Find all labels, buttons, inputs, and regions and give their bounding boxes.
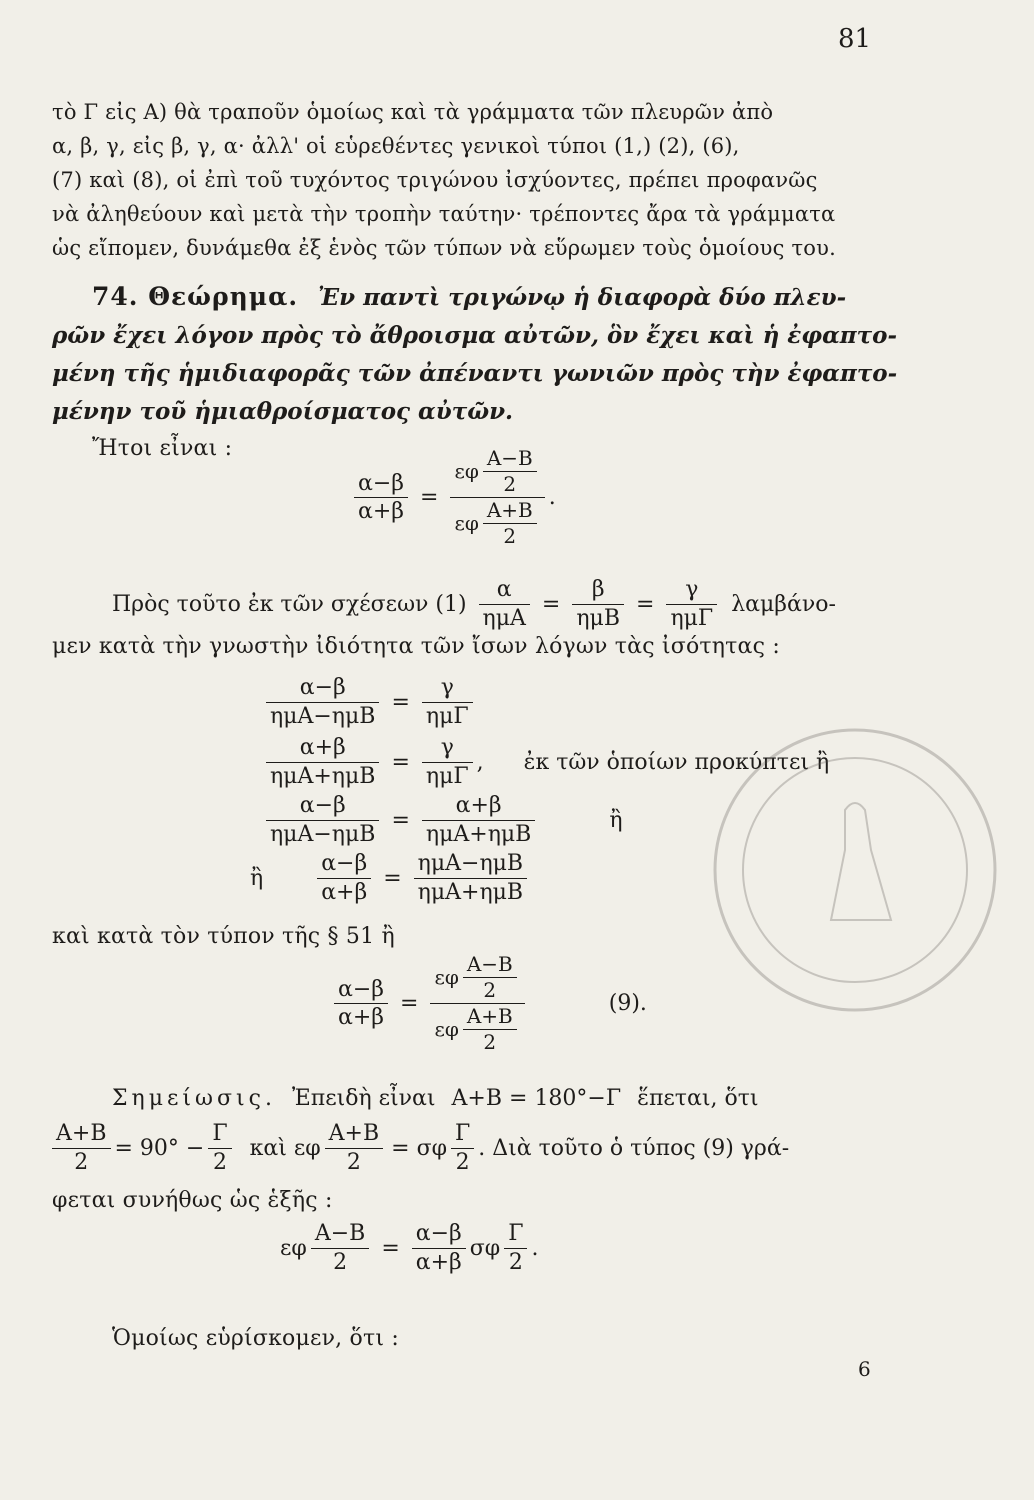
- pros-touto-line-2: μεν κατὰ τὴν γνωστὴν ἰδιότητα τῶν ἴσων λόγων τὰς ἰσότητας :: [52, 634, 780, 659]
- intro-line-3: (7) καὶ (8), οἱ ἐπὶ τοῦ τυχόντος τριγώνου ἰσχύοντες, πρέπει προφανῶς: [52, 168, 818, 192]
- equation-c: $\frac{\alpha-\beta}{\text{ημΑ−ημΒ}}$ = $\frac{\alpha+\beta}{\text{ημΑ+ημΒ}}$ ἢ: [262, 792, 623, 848]
- intro-line-4: νὰ ἀληθεύουν καὶ μετὰ τὴν τροπὴν ταύτην· τρέποντες ἄρα τὰ γράμματα: [52, 202, 836, 226]
- theorem-line-4: μένην τοῦ ἡμιαθροίσματος αὐτῶν.: [52, 398, 514, 425]
- library-stamp-icon: [705, 720, 1005, 1020]
- theorem-line-2: ρῶν ἔχει λόγον πρὸς τὸ ἄθροισμα αὐτῶν, ὃν ἔχει καὶ ἡ ἐφαπτο-: [52, 322, 897, 349]
- equation-b: $\frac{\alpha+\beta}{\text{ημΑ+ημΒ}}$ = $\frac{\gamma}{\text{ημΓ}}$ , ἐκ τῶν ὁποίων προκύπτει ἢ: [262, 734, 829, 790]
- intro-line-5: ὡς εἴπομεν, δυνάμεθα ἐξ ἑνὸς τῶν τύπων νὰ εὕρωμεν τοὺς ὁμοίους του.: [52, 236, 836, 260]
- fraction-lhs: $\frac{\alpha-\beta}{\alpha+\beta}$: [354, 470, 408, 526]
- theorem-label: 74. Θεώρημα.: [92, 282, 299, 311]
- note-line-1: Σημείωσις. Ἐπειδὴ εἶναι Α+Β = 180°−Γ ἕπεται, ὅτι: [112, 1086, 759, 1111]
- note-line-3: φεται συνήθως ὡς ἑξῆς :: [52, 1188, 333, 1213]
- htoi-text: Ἤτοι εἶναι :: [92, 436, 233, 461]
- omoiws-text: Ὁμοίως εὑρίσκομεν, ὅτι :: [112, 1326, 399, 1351]
- page-number: 81: [838, 24, 872, 54]
- equation-9: $\frac{\alpha-\beta}{\alpha+\beta}$ = εφ $\frac{A-B}{2}$ εφ $\frac{A+B}{2}$ (9).: [330, 952, 647, 1055]
- theorem-line-1: Ἐν παντὶ τριγώνῳ ἡ διαφορὰ δύο πλευ-: [318, 284, 847, 311]
- equation-main: $\frac{\alpha-\beta}{\alpha+\beta}$ = εφ $\frac{A-B}{2}$ εφ $\frac{A+B}{2}$ .: [350, 446, 556, 549]
- intro-line-2: α, β, γ, εἰς β, γ, α· ἀλλ' οἱ εὑρεθέντες γενικοὶ τύποι (1,) (2), (6),: [52, 134, 740, 158]
- intro-line-1: τὸ Γ εἰς Α) θὰ τραποῦν ὁμοίως καὶ τὰ γράμματα τῶν πλευρῶν ἀπὸ: [52, 100, 774, 124]
- equation-d: ἢ $\frac{\alpha-\beta}{\alpha+\beta}$ = $\frac{\text{ημΑ−ημΒ}}{\text{ημΑ+ημΒ}}$: [250, 850, 531, 906]
- note-line-2: $\frac{A+B}{2}$ = 90° − $\frac{\Gamma}{2}$ καὶ εφ $\frac{A+B}{2}$ = σφ $\frac{\Gamma}{2}$ . Διὰ τοῦτο ὁ τύπος (9) γρά-: [48, 1120, 789, 1176]
- pros-touto-line: Πρὸς τοῦτο ἐκ τῶν σχέσεων (1) $\frac{\alpha}{\text{ημΑ}}$ = $\frac{\beta}{\text{ημΒ}}$ = $\frac{\gamma}{\text{ημΓ}}$ λαμβάνο-: [112, 577, 836, 631]
- equation-final: εφ $\frac{A-B}{2}$ = $\frac{\alpha-\beta}{\alpha+\beta}$ σφ $\frac{\Gamma}{2}$ .: [280, 1221, 539, 1275]
- footer-page-number: 6: [858, 1357, 871, 1381]
- equation-a: $\frac{\alpha-\beta}{\text{ημΑ−ημΒ}}$ = $\frac{\gamma}{\text{ημΓ}}$: [262, 674, 477, 730]
- kata-ton-typon: καὶ κατὰ τὸν τύπον τῆς § 51 ἢ: [52, 924, 395, 949]
- theorem-line-3: μένη τῆς ἡμιδιαφορᾶς τῶν ἀπέναντι γωνιῶν πρὸς τὴν ἐφαπτο-: [52, 360, 898, 387]
- fraction-rhs: εφ $\frac{A-B}{2}$ εφ $\frac{A+B}{2}$: [450, 446, 544, 549]
